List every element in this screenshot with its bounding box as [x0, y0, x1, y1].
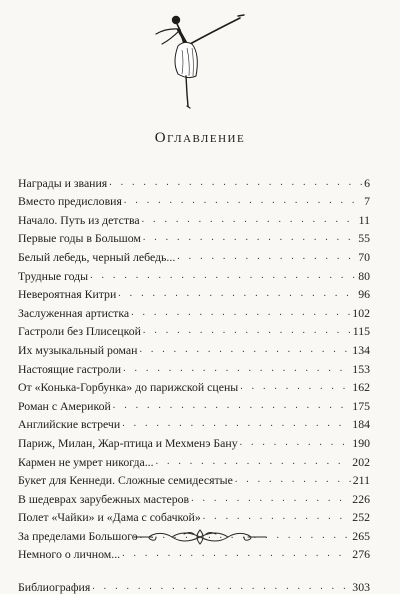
dot-leader: [142, 213, 357, 227]
toc-entry-title: Кармен не умрет никогда...: [18, 454, 154, 469]
toc-entry-page: 202: [352, 454, 370, 469]
dot-leader: [113, 399, 351, 413]
toc-entry-title: Награды и звания: [18, 175, 108, 190]
dot-leader: [143, 231, 356, 245]
dot-leader: [191, 492, 350, 506]
dot-leader: [240, 380, 350, 394]
toc-entry-title: За пределами Большого: [18, 528, 138, 543]
toc-entry-page: 276: [352, 547, 370, 562]
dot-leader: [118, 287, 356, 301]
toc-entry-title: Роман с Америкой: [18, 398, 111, 413]
toc-entry[interactable]: [18, 190, 370, 209]
toc-entry-title: Библиография: [18, 580, 91, 594]
toc-entry[interactable]: [18, 227, 370, 246]
toc-entry-title: Полет «Чайки» и «Дама с собачкой»: [18, 510, 201, 525]
toc-entry-title: Начало. Путь из детства: [18, 212, 140, 227]
toc-entry-title: Трудные годы: [18, 268, 89, 283]
toc-entry-page: 6: [364, 175, 370, 190]
toc-entry-title: Немного о личном...: [18, 547, 121, 562]
toc-entry-title: Невероятная Китри: [18, 287, 117, 302]
dot-leader: [109, 176, 362, 190]
dot-leader: [177, 250, 356, 264]
toc-entry[interactable]: [18, 394, 370, 413]
dot-leader: [122, 417, 350, 431]
toc-entry-page: 55: [358, 231, 370, 246]
dot-leader: [139, 343, 350, 357]
toc-entry-title: Заслуженная артистка: [18, 305, 130, 320]
toc-entry-page: 226: [352, 491, 370, 506]
toc-entry[interactable]: [18, 357, 370, 376]
toc-entry-page: 265: [352, 528, 370, 543]
dot-leader: [124, 194, 362, 208]
dot-leader: [122, 547, 350, 561]
ornament-divider-icon: [128, 525, 272, 549]
toc-entry-title: Белый лебедь, черный лебедь...: [18, 249, 176, 264]
dot-leader: [90, 269, 356, 283]
toc-entry-page: 134: [352, 342, 370, 357]
ballerina-illustration: [132, 10, 252, 110]
toc-entry[interactable]: [18, 413, 370, 432]
toc-entry-page: 80: [358, 268, 370, 283]
toc-entry[interactable]: [18, 431, 370, 450]
toc-entry-page: 96: [358, 287, 370, 302]
toc-entry-page: 252: [352, 510, 370, 525]
toc-entry-page: 115: [352, 324, 370, 339]
toc-entry-page: 153: [352, 361, 370, 376]
toc-entry-page: 303: [352, 580, 370, 594]
toc-entry[interactable]: [18, 506, 370, 525]
dot-leader: [92, 580, 350, 594]
toc-title: Оглавление: [154, 130, 246, 146]
dot-leader: [240, 436, 351, 450]
toc-entry[interactable]: [18, 376, 370, 395]
toc-entry-title: Париж, Милан, Жар-птица и Мехменэ Бану: [18, 435, 238, 450]
toc-entry-title: Настоящие гастроли: [18, 361, 122, 376]
toc-entry-title: Первые годы в Большом: [18, 231, 141, 246]
toc-entry-page: 70: [358, 249, 370, 264]
toc-entry[interactable]: [18, 283, 370, 302]
toc-entry[interactable]: [18, 469, 370, 488]
dot-leader: [156, 455, 351, 469]
toc-entry[interactable]: [18, 264, 370, 283]
toc-entry-page: 162: [352, 380, 370, 395]
dot-leader: [143, 324, 351, 338]
toc-entry[interactable]: [18, 320, 370, 339]
dot-leader: [131, 306, 350, 320]
toc-entry[interactable]: [18, 487, 370, 506]
toc-entry[interactable]: [18, 245, 370, 264]
toc-entry-page: 211: [352, 473, 370, 488]
toc-entry-page: 102: [352, 305, 370, 320]
toc-entry-title: Букет для Кеннеди. Сложные семидесятые: [18, 473, 233, 488]
dot-leader: [235, 473, 351, 487]
toc-entry-page: 184: [352, 417, 370, 432]
toc-entry-title: От «Конька-Горбунка» до парижской сцены: [18, 380, 239, 395]
toc-entry-title: Вместо предисловия: [18, 194, 122, 209]
toc-entry-title: Гастроли без Плисецкой: [18, 324, 141, 339]
dot-leader: [203, 510, 351, 524]
toc-entry-page: 11: [358, 212, 370, 227]
toc-entry[interactable]: [18, 208, 370, 227]
toc-entry-page: 7: [364, 194, 370, 209]
toc-entry-title: Их музыкальный роман: [18, 342, 138, 357]
toc-entry[interactable]: [18, 338, 370, 357]
toc-entry[interactable]: [18, 301, 370, 320]
toc-entry-title: Английские встречи: [18, 417, 121, 432]
toc-entry-page: 190: [352, 435, 370, 450]
toc-entry-page: 175: [352, 398, 370, 413]
toc-entry[interactable]: [18, 171, 370, 190]
dot-leader: [123, 362, 350, 376]
toc-entry-title: В шедеврах зарубежных мастеров: [18, 491, 190, 506]
toc-entry[interactable]: [18, 450, 370, 469]
